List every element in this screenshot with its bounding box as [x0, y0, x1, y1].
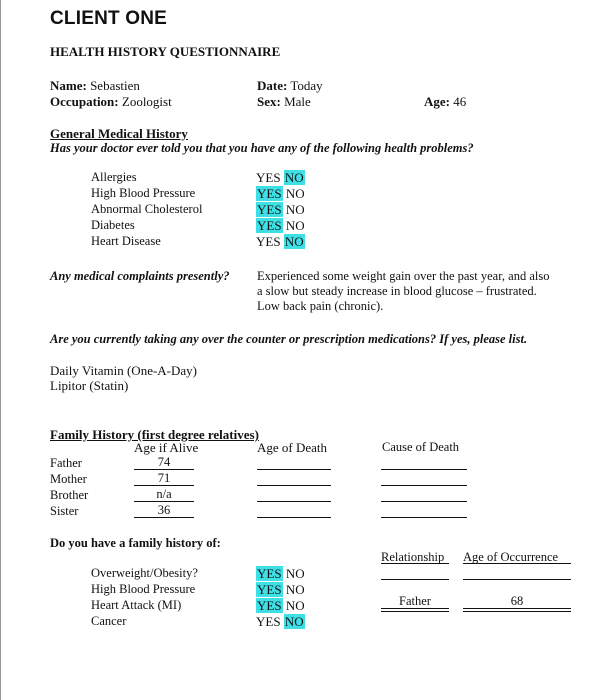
family-condition-name: High Blood Pressure — [91, 582, 196, 596]
complaints-line-3: Low back pain (chronic). — [257, 299, 384, 313]
occupation-field — [50, 94, 172, 110]
date-field — [257, 78, 323, 94]
answer-yes: YES — [257, 186, 282, 201]
name-label: Name: — [50, 78, 87, 93]
complaints-line-1: Experienced some weight gain over the past year, and also — [257, 269, 550, 283]
client-title: CLIENT ONE — [50, 8, 168, 29]
yes-no-answer — [256, 598, 305, 614]
answer-yes: YES — [256, 170, 281, 185]
occupation-label: Occupation: — [50, 94, 119, 109]
age-of-death-blank — [257, 517, 331, 518]
page-left-edge — [0, 0, 1, 700]
date-label: Date: — [257, 78, 288, 93]
name-field — [50, 78, 140, 94]
family-conditions-question: Do you have a family history of: — [50, 536, 221, 550]
date-value: Today — [290, 78, 323, 93]
answer-yes: YES — [257, 582, 282, 597]
name-value: Sebastien — [90, 78, 140, 93]
yes-no-answer — [256, 202, 305, 218]
age-of-occurrence-field — [463, 611, 571, 612]
complaints-line-2: a slow but steady increase in blood glucose – frustrated. — [257, 284, 537, 298]
age-value: 46 — [453, 94, 467, 109]
age-of-death-blank — [257, 485, 331, 486]
family-condition-name: Cancer — [91, 614, 127, 628]
answer-yes: YES — [256, 614, 281, 629]
age-of-occurrence-field — [463, 563, 571, 564]
relationship-field — [381, 579, 449, 580]
general-history-question: Has your doctor ever told you that you have any of the following health problems? — [50, 141, 474, 155]
age-of-occurrence-field — [463, 579, 571, 580]
relative-age: 74 — [134, 456, 194, 470]
form-title: HEALTH HISTORY QUESTIONNAIRE — [50, 44, 281, 59]
relative-name: Sister — [50, 504, 79, 518]
age-of-occurrence-field: 68 — [463, 595, 571, 609]
cause-of-death-blank — [381, 485, 467, 486]
col-age-if-alive: Age if Alive — [134, 440, 199, 455]
cause-of-death-blank — [381, 517, 467, 518]
answer-no: NO — [285, 186, 305, 201]
yes-no-answer — [256, 234, 305, 250]
col-age-of-death: Age of Death — [257, 440, 328, 455]
age-of-death-blank — [257, 469, 331, 470]
answer-no: NO — [284, 170, 304, 185]
answer-no: NO — [284, 234, 304, 249]
family-condition-name: Overweight/Obesity? — [91, 566, 198, 580]
answer-no: NO — [285, 202, 305, 217]
answer-no: NO — [285, 566, 305, 581]
sex-field — [257, 94, 311, 110]
condition-name: High Blood Pressure — [91, 186, 196, 200]
condition-name: Abnormal Cholesterol — [91, 202, 203, 216]
condition-name: Diabetes — [91, 218, 135, 232]
answer-no: NO — [285, 218, 305, 233]
medications-question: Are you currently taking any over the counter or prescription medications? If yes, please list. — [50, 332, 528, 346]
complaints-question: Any medical complaints presently? — [50, 269, 230, 283]
col-age-of-occurrence: Age of Occurrence — [463, 550, 559, 564]
yes-no-answer — [256, 614, 305, 630]
yes-no-answer — [256, 582, 305, 598]
yes-no-answer — [256, 218, 305, 234]
relationship-field: Father — [381, 595, 449, 609]
yes-no-answer — [256, 566, 305, 582]
cause-of-death-blank — [381, 501, 467, 502]
occupation-value: Zoologist — [121, 94, 172, 109]
age-label: Age: — [424, 94, 450, 109]
relative-name: Father — [50, 456, 82, 470]
age-field — [424, 94, 466, 110]
yes-no-answer — [256, 186, 305, 202]
condition-name: Allergies — [91, 170, 137, 184]
relative-age: n/a — [134, 488, 194, 502]
answer-yes: YES — [257, 218, 282, 233]
family-condition-name: Heart Attack (MI) — [91, 598, 182, 612]
relative-age: 71 — [134, 472, 194, 486]
answer-no: NO — [284, 614, 304, 629]
col-cause-of-death: Cause of Death — [382, 440, 460, 454]
yes-no-answer — [256, 170, 305, 186]
answer-no: NO — [285, 582, 305, 597]
col-relationship: Relationship — [381, 550, 445, 564]
condition-name: Heart Disease — [91, 234, 161, 248]
sex-value: Male — [284, 94, 311, 109]
sex-label: Sex: — [257, 94, 281, 109]
answer-yes: YES — [257, 202, 282, 217]
answer-yes: YES — [257, 598, 282, 613]
medication-item: Daily Vitamin (One-A-Day) — [50, 363, 197, 378]
relative-name: Mother — [50, 472, 87, 486]
relative-name: Brother — [50, 488, 89, 502]
relationship-field — [381, 563, 449, 564]
answer-yes: YES — [256, 234, 281, 249]
family-history-heading: Family History (first degree relatives) — [50, 427, 259, 442]
relationship-field — [381, 611, 449, 612]
age-of-death-blank — [257, 501, 331, 502]
answer-no: NO — [285, 598, 305, 613]
cause-of-death-blank — [381, 469, 467, 470]
general-history-heading: General Medical History — [50, 126, 188, 141]
medication-item: Lipitor (Statin) — [50, 378, 129, 393]
relative-age: 36 — [134, 504, 194, 518]
answer-yes: YES — [257, 566, 282, 581]
